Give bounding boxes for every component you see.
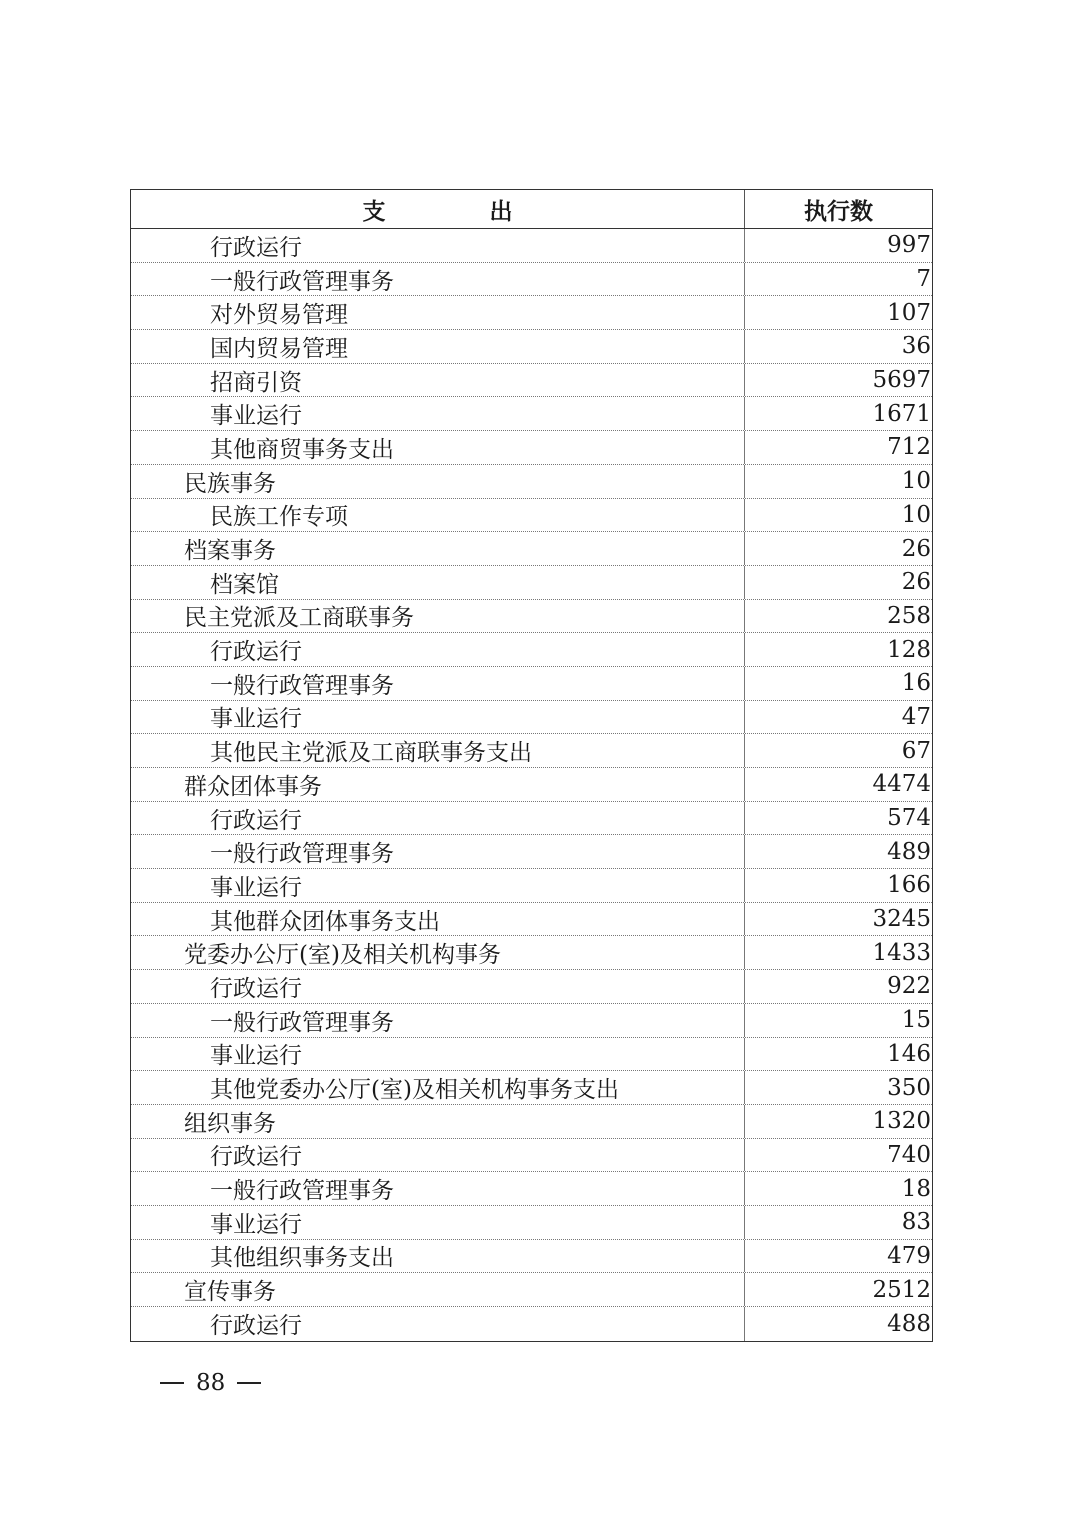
row-item-value: 7 (916, 266, 931, 293)
table-row (131, 1273, 932, 1307)
row-item-value: 4474 (872, 771, 931, 798)
row-item-name: 行政运行 (131, 633, 745, 666)
page-footer (160, 1370, 261, 1396)
row-item-name: 事业运行 (131, 869, 745, 902)
table-row (131, 566, 932, 600)
table-row (131, 1105, 932, 1139)
row-item-value: 26 (901, 569, 931, 596)
table-row (131, 296, 932, 330)
row-item-value: 740 (887, 1141, 931, 1168)
table-row (131, 802, 932, 836)
row-item-value: 3245 (872, 906, 931, 933)
row-item-value: 18 (901, 1175, 931, 1202)
table-row (131, 263, 932, 297)
row-item-name: 对外贸易管理 (131, 296, 745, 329)
row-item-name: 组织事务 (131, 1105, 745, 1138)
row-item-name: 宣传事务 (131, 1273, 745, 1306)
row-item-value: 712 (887, 434, 931, 461)
row-item-name: 档案事务 (131, 532, 745, 565)
table-row (131, 835, 932, 869)
row-item-value: 107 (887, 299, 931, 326)
table-row (131, 869, 932, 903)
row-item-value: 922 (887, 973, 931, 1000)
row-item-name: 一般行政管理事务 (131, 835, 745, 868)
table-row (131, 667, 932, 701)
table-row (131, 1240, 932, 1274)
row-item-value: 47 (901, 703, 931, 730)
table-row (131, 1206, 932, 1240)
table-row (131, 768, 932, 802)
header-value-column: 执行数 (804, 198, 873, 225)
row-item-value: 1671 (872, 400, 931, 427)
row-item-value: 350 (887, 1074, 931, 1101)
row-item-value: 489 (887, 838, 931, 865)
row-item-value: 146 (887, 1040, 931, 1067)
row-item-name: 民族事务 (131, 465, 745, 498)
row-item-value: 67 (901, 737, 931, 764)
row-item-value: 128 (887, 636, 931, 663)
page-number: 88 (196, 1370, 226, 1396)
row-item-name: 行政运行 (131, 970, 745, 1003)
table-row (131, 465, 932, 499)
row-item-name: 党委办公厅(室)及相关机构事务 (131, 936, 745, 969)
table-row (131, 330, 932, 364)
row-item-name: 事业运行 (131, 701, 745, 734)
row-item-value: 16 (901, 670, 931, 697)
table-row (131, 1172, 932, 1206)
row-item-value: 488 (887, 1310, 931, 1337)
table-row (131, 1038, 932, 1072)
row-item-value: 36 (901, 333, 931, 360)
row-item-name: 事业运行 (131, 1038, 745, 1071)
table-row (131, 701, 932, 735)
row-item-name: 一般行政管理事务 (131, 1004, 745, 1037)
table-row (131, 1307, 932, 1341)
row-item-value: 166 (887, 872, 931, 899)
row-item-name: 行政运行 (131, 229, 745, 262)
row-item-name: 行政运行 (131, 802, 745, 835)
row-item-value: 5697 (872, 367, 931, 394)
row-item-name: 民族工作专项 (131, 499, 745, 532)
row-item-name: 档案馆 (131, 566, 745, 599)
row-item-name: 国内贸易管理 (131, 330, 745, 363)
table-row (131, 397, 932, 431)
row-item-value: 15 (901, 1007, 931, 1034)
row-item-name: 其他群众团体事务支出 (131, 903, 745, 936)
row-item-name: 行政运行 (131, 1139, 745, 1172)
table-row (131, 936, 932, 970)
row-item-name: 民主党派及工商联事务 (131, 600, 745, 633)
table-row (131, 633, 932, 667)
row-item-value: 997 (887, 232, 931, 259)
row-item-name: 群众团体事务 (131, 768, 745, 801)
table-header (131, 190, 932, 229)
left-dash (160, 1382, 184, 1383)
row-item-name: 一般行政管理事务 (131, 1172, 745, 1205)
row-item-name: 事业运行 (131, 1206, 745, 1239)
table-row (131, 1004, 932, 1038)
row-item-value: 479 (887, 1242, 931, 1269)
row-item-value: 10 (901, 468, 931, 495)
table-row (131, 903, 932, 937)
expenditure-table (130, 189, 933, 1342)
table-body (131, 229, 932, 1341)
table-row (131, 364, 932, 398)
right-dash (237, 1382, 261, 1383)
table-row (131, 734, 932, 768)
row-item-name: 其他民主党派及工商联事务支出 (131, 734, 745, 767)
row-item-value: 258 (887, 602, 931, 629)
table-row (131, 1071, 932, 1105)
row-item-value: 26 (901, 535, 931, 562)
header-item-column: 支出 (131, 190, 745, 228)
table-row (131, 600, 932, 634)
row-item-name: 事业运行 (131, 397, 745, 430)
row-item-name: 招商引资 (131, 364, 745, 397)
row-item-value: 574 (887, 805, 931, 832)
row-item-name: 一般行政管理事务 (131, 263, 745, 296)
table-row (131, 431, 932, 465)
row-item-name: 其他党委办公厅(室)及相关机构事务支出 (131, 1071, 745, 1104)
row-item-value: 10 (901, 501, 931, 528)
row-item-name: 其他商贸事务支出 (131, 431, 745, 464)
row-item-value: 1433 (872, 939, 931, 966)
row-item-name: 其他组织事务支出 (131, 1240, 745, 1273)
table-row (131, 532, 932, 566)
table-row (131, 1139, 932, 1173)
row-item-value: 83 (901, 1209, 931, 1236)
table-row (131, 970, 932, 1004)
table-row (131, 229, 932, 263)
table-row (131, 499, 932, 533)
row-item-name: 行政运行 (131, 1307, 745, 1341)
row-item-value: 1320 (872, 1108, 931, 1135)
row-item-value: 2512 (872, 1276, 931, 1303)
row-item-name: 一般行政管理事务 (131, 667, 745, 700)
